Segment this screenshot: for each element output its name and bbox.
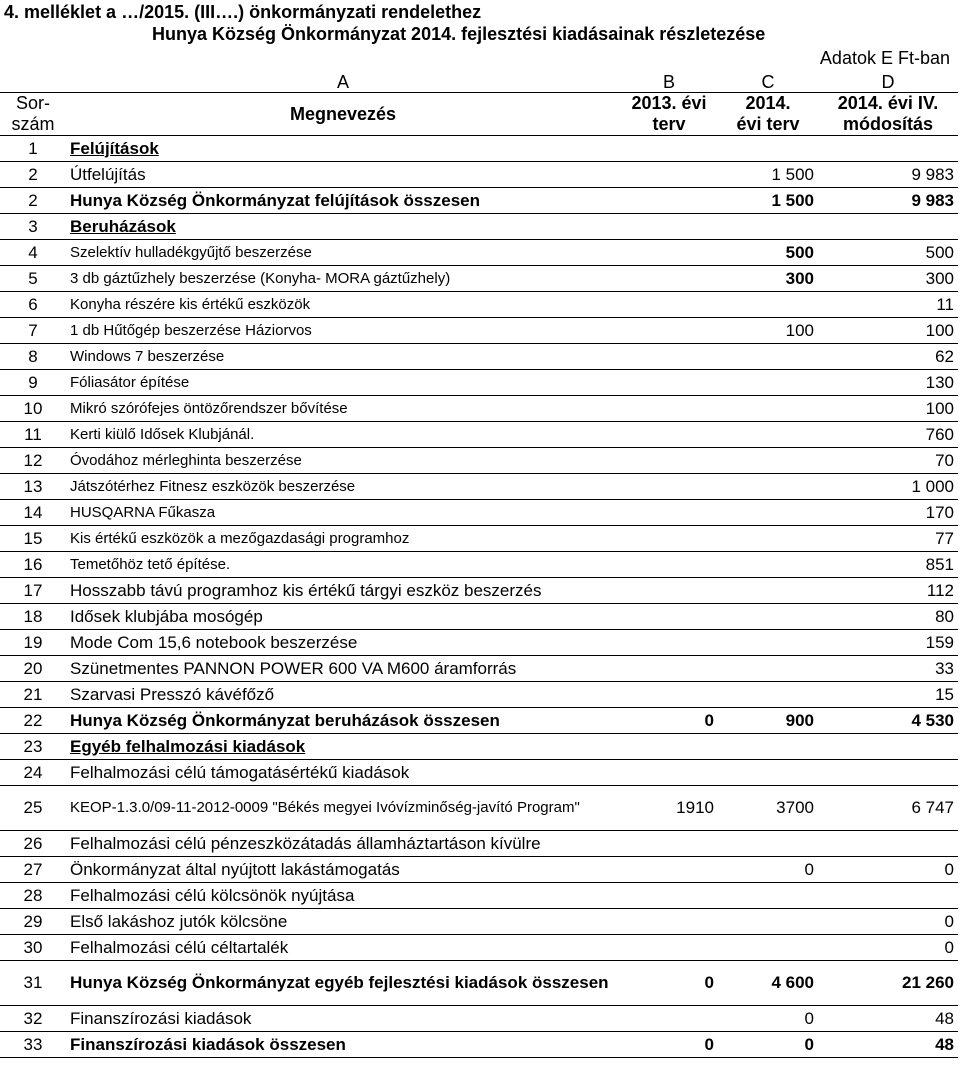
table-row <box>0 240 958 266</box>
value-2014-terv: 0 <box>718 1032 818 1058</box>
value-2014-terv: 3700 <box>718 786 818 831</box>
value-2014-terv <box>718 552 818 578</box>
table-row <box>0 734 958 760</box>
value-2013-terv <box>620 500 718 526</box>
table-row <box>0 370 958 396</box>
table-row <box>0 630 958 656</box>
row-name: Mode Com 15,6 notebook beszerzése <box>66 630 620 656</box>
value-2014-modositas: 130 <box>818 370 958 396</box>
row-number: 27 <box>0 857 66 883</box>
row-number: 16 <box>0 552 66 578</box>
row-name: Windows 7 beszerzése <box>66 344 620 370</box>
row-number: 30 <box>0 935 66 961</box>
value-2013-terv <box>620 240 718 266</box>
row-number: 14 <box>0 500 66 526</box>
expenditure-table <box>0 72 958 1058</box>
value-2014-modositas: 760 <box>818 422 958 448</box>
value-2014-modositas: 6 747 <box>818 786 958 831</box>
value-2013-terv <box>620 266 718 292</box>
row-name: Finanszírozási kiadások összesen <box>66 1032 620 1058</box>
table-row <box>0 786 958 831</box>
value-2014-terv <box>718 526 818 552</box>
table-row <box>0 831 958 857</box>
value-2014-terv <box>718 474 818 500</box>
value-2013-terv <box>620 422 718 448</box>
value-2014-terv: 0 <box>718 857 818 883</box>
row-name: Kerti kiülő Idősek Klubjánál. <box>66 422 620 448</box>
value-2013-terv <box>620 883 718 909</box>
row-number: 31 <box>0 961 66 1006</box>
value-2014-modositas: 11 <box>818 292 958 318</box>
value-2014-modositas: 100 <box>818 318 958 344</box>
row-number: 8 <box>0 344 66 370</box>
row-name: Felújítások <box>66 136 620 162</box>
value-2014-modositas <box>818 214 958 240</box>
row-number: 29 <box>0 909 66 935</box>
row-name: Temetőhöz tető építése. <box>66 552 620 578</box>
value-2014-modositas: 33 <box>818 656 958 682</box>
row-name: Felhalmozási célú kölcsönök nyújtása <box>66 883 620 909</box>
value-2014-modositas <box>818 831 958 857</box>
annex-title: 4. melléklet a …/2015. (III….) önkormányzati rendelethez <box>4 2 482 22</box>
value-2014-terv <box>718 292 818 318</box>
row-number: 22 <box>0 708 66 734</box>
value-2014-modositas: 21 260 <box>818 961 958 1006</box>
row-number: 33 <box>0 1032 66 1058</box>
value-2013-terv <box>620 857 718 883</box>
table-row <box>0 500 958 526</box>
value-2013-terv <box>620 760 718 786</box>
column-letter-c: C <box>718 72 818 93</box>
row-name: Szarvasi Presszó kávéfőző <box>66 682 620 708</box>
value-2014-terv: 4 600 <box>718 961 818 1006</box>
value-2014-terv <box>718 344 818 370</box>
value-2013-terv <box>620 935 718 961</box>
value-2014-terv <box>718 656 818 682</box>
table-row <box>0 909 958 935</box>
table-row <box>0 708 958 734</box>
value-2014-modositas: 62 <box>818 344 958 370</box>
value-2014-modositas <box>818 760 958 786</box>
value-2013-terv <box>620 318 718 344</box>
value-2014-modositas: 500 <box>818 240 958 266</box>
row-number: 17 <box>0 578 66 604</box>
table-row <box>0 760 958 786</box>
row-number: 25 <box>0 786 66 831</box>
value-2014-terv <box>718 682 818 708</box>
row-name: Hunya Község Önkormányzat beruházások összesen <box>66 708 620 734</box>
value-2013-terv: 0 <box>620 1032 718 1058</box>
row-name: Felhalmozási célú támogatásértékű kiadások <box>66 760 620 786</box>
header-2013-terv: 2013. évi terv <box>620 93 718 136</box>
value-2014-modositas: 4 530 <box>818 708 958 734</box>
row-number: 1 <box>0 136 66 162</box>
header-sorszam: Sor- szám <box>0 93 66 136</box>
value-2014-modositas: 77 <box>818 526 958 552</box>
value-2014-terv <box>718 370 818 396</box>
table-row <box>0 604 958 630</box>
row-number: 15 <box>0 526 66 552</box>
value-2014-terv <box>718 136 818 162</box>
value-2013-terv <box>620 370 718 396</box>
table-row <box>0 935 958 961</box>
value-2014-modositas: 0 <box>818 909 958 935</box>
header-megnevezes: Megnevezés <box>66 93 620 136</box>
value-2013-terv <box>620 630 718 656</box>
value-2014-modositas <box>818 883 958 909</box>
row-number: 4 <box>0 240 66 266</box>
value-2014-modositas: 9 983 <box>818 162 958 188</box>
value-2013-terv <box>620 344 718 370</box>
row-name: Fóliasátor építése <box>66 370 620 396</box>
value-2014-modositas <box>818 734 958 760</box>
column-letter-row <box>0 72 958 93</box>
table-row <box>0 292 958 318</box>
value-2014-modositas: 170 <box>818 500 958 526</box>
value-2014-terv <box>718 214 818 240</box>
row-number: 18 <box>0 604 66 630</box>
value-2014-modositas: 300 <box>818 266 958 292</box>
value-2014-terv <box>718 396 818 422</box>
row-number: 2 <box>0 188 66 214</box>
row-name: Konyha részére kis értékű eszközök <box>66 292 620 318</box>
value-2013-terv <box>620 734 718 760</box>
row-number: 9 <box>0 370 66 396</box>
value-2014-modositas: 0 <box>818 857 958 883</box>
value-2014-terv <box>718 883 818 909</box>
value-2014-modositas: 851 <box>818 552 958 578</box>
value-2014-modositas: 1 000 <box>818 474 958 500</box>
value-2013-terv <box>620 292 718 318</box>
value-2014-terv <box>718 630 818 656</box>
value-2014-terv <box>718 500 818 526</box>
header-2014-terv: 2014. évi terv <box>718 93 818 136</box>
value-2013-terv <box>620 396 718 422</box>
value-2014-modositas: 9 983 <box>818 188 958 214</box>
row-name: Szelektív hulladékgyűjtő beszerzése <box>66 240 620 266</box>
row-name: KEOP-1.3.0/09-11-2012-0009 "Békés megyei Ivóvízminőség-javító Program" <box>66 786 620 831</box>
value-2014-terv <box>718 734 818 760</box>
row-number: 19 <box>0 630 66 656</box>
value-2014-modositas: 0 <box>818 935 958 961</box>
row-name: Felhalmozási célú pénzeszközátadás államháztartáson kívülre <box>66 831 620 857</box>
table-row <box>0 526 958 552</box>
row-name: Felhalmozási célú céltartalék <box>66 935 620 961</box>
row-name: HUSQARNA Fűkasza <box>66 500 620 526</box>
row-name: 3 db gáztűzhely beszerzése (Konyha- MORA gáztűzhely) <box>66 266 620 292</box>
value-2013-terv <box>620 474 718 500</box>
value-2014-modositas: 159 <box>818 630 958 656</box>
row-name: Hunya Község Önkormányzat felújítások összesen <box>66 188 620 214</box>
table-row <box>0 883 958 909</box>
row-number: 24 <box>0 760 66 786</box>
value-2014-terv <box>718 935 818 961</box>
row-name: Hunya Község Önkormányzat egyéb fejlesztési kiadások összesen <box>66 961 620 1006</box>
table-row <box>0 422 958 448</box>
value-2014-terv: 500 <box>718 240 818 266</box>
value-2014-terv: 900 <box>718 708 818 734</box>
table-row <box>0 162 958 188</box>
row-name: Első lakáshoz jutók kölcsöne <box>66 909 620 935</box>
value-2013-terv <box>620 214 718 240</box>
value-2013-terv <box>620 1006 718 1032</box>
row-name: Egyéb felhalmozási kiadások <box>66 734 620 760</box>
unit-note: Adatok E Ft-ban <box>819 48 950 68</box>
value-2014-terv <box>718 604 818 630</box>
value-2013-terv <box>620 526 718 552</box>
value-2013-terv <box>620 909 718 935</box>
value-2014-modositas: 48 <box>818 1032 958 1058</box>
table-row <box>0 474 958 500</box>
value-2014-terv: 0 <box>718 1006 818 1032</box>
table-row <box>0 266 958 292</box>
value-2014-terv <box>718 422 818 448</box>
row-name: Beruházások <box>66 214 620 240</box>
row-name: Mikró szórófejes öntözőrendszer bővítése <box>66 396 620 422</box>
row-number: 13 <box>0 474 66 500</box>
value-2014-modositas: 80 <box>818 604 958 630</box>
column-letter-a: A <box>66 72 620 93</box>
row-number: 28 <box>0 883 66 909</box>
value-2013-terv <box>620 682 718 708</box>
column-letter-b: B <box>620 72 718 93</box>
table-row <box>0 188 958 214</box>
row-number: 32 <box>0 1006 66 1032</box>
table-row <box>0 1032 958 1058</box>
value-2013-terv <box>620 448 718 474</box>
value-2013-terv: 1910 <box>620 786 718 831</box>
row-number: 10 <box>0 396 66 422</box>
document-title: Hunya Község Önkormányzat 2014. fejlesztési kiadásainak részletezése <box>152 24 766 44</box>
value-2014-terv: 1 500 <box>718 162 818 188</box>
row-name: Önkormányzat által nyújtott lakástámogatás <box>66 857 620 883</box>
column-letter-d: D <box>818 72 958 93</box>
value-2014-modositas: 48 <box>818 1006 958 1032</box>
row-name: Finanszírozási kiadások <box>66 1006 620 1032</box>
row-number: 21 <box>0 682 66 708</box>
row-name: Hosszabb távú programhoz kis értékű tárgyi eszköz beszerzés <box>66 578 620 604</box>
table-row <box>0 214 958 240</box>
row-name: Óvodához mérleghinta beszerzése <box>66 448 620 474</box>
row-name: Kis értékű eszközök a mezőgazdasági programhoz <box>66 526 620 552</box>
value-2014-modositas: 15 <box>818 682 958 708</box>
value-2014-modositas <box>818 136 958 162</box>
row-name: Szünetmentes PANNON POWER 600 VA M600 áramforrás <box>66 656 620 682</box>
table-row <box>0 857 958 883</box>
table-row <box>0 396 958 422</box>
value-2013-terv <box>620 162 718 188</box>
value-2014-terv <box>718 760 818 786</box>
value-2013-terv: 0 <box>620 961 718 1006</box>
table-row <box>0 318 958 344</box>
row-number: 12 <box>0 448 66 474</box>
row-number: 23 <box>0 734 66 760</box>
row-number: 20 <box>0 656 66 682</box>
row-number: 3 <box>0 214 66 240</box>
table-row <box>0 136 958 162</box>
value-2013-terv <box>620 136 718 162</box>
value-2014-terv: 300 <box>718 266 818 292</box>
row-name: Játszótérhez Fitnesz eszközök beszerzése <box>66 474 620 500</box>
table-row <box>0 961 958 1006</box>
value-2014-modositas: 70 <box>818 448 958 474</box>
row-number: 7 <box>0 318 66 344</box>
value-2013-terv <box>620 188 718 214</box>
row-number: 26 <box>0 831 66 857</box>
table-row <box>0 682 958 708</box>
row-name: Idősek klubjába mosógép <box>66 604 620 630</box>
table-row <box>0 578 958 604</box>
row-name: 1 db Hűtőgép beszerzése Háziorvos <box>66 318 620 344</box>
row-name: Útfelújítás <box>66 162 620 188</box>
table-row <box>0 1006 958 1032</box>
table-row <box>0 656 958 682</box>
row-number: 5 <box>0 266 66 292</box>
value-2013-terv <box>620 831 718 857</box>
value-2014-terv <box>718 909 818 935</box>
header-2014-modositas: 2014. évi IV. módosítás <box>818 93 958 136</box>
table-row <box>0 552 958 578</box>
value-2013-terv <box>620 656 718 682</box>
row-number: 6 <box>0 292 66 318</box>
value-2014-terv <box>718 448 818 474</box>
value-2014-terv: 100 <box>718 318 818 344</box>
value-2014-modositas: 100 <box>818 396 958 422</box>
table-row <box>0 344 958 370</box>
table-row <box>0 448 958 474</box>
row-number: 11 <box>0 422 66 448</box>
value-2014-modositas: 112 <box>818 578 958 604</box>
table-body <box>0 72 958 1058</box>
row-number: 2 <box>0 162 66 188</box>
value-2013-terv <box>620 552 718 578</box>
value-2013-terv: 0 <box>620 708 718 734</box>
value-2013-terv <box>620 604 718 630</box>
header-row <box>0 93 958 136</box>
value-2014-terv <box>718 831 818 857</box>
value-2014-terv <box>718 578 818 604</box>
value-2014-terv: 1 500 <box>718 188 818 214</box>
value-2013-terv <box>620 578 718 604</box>
